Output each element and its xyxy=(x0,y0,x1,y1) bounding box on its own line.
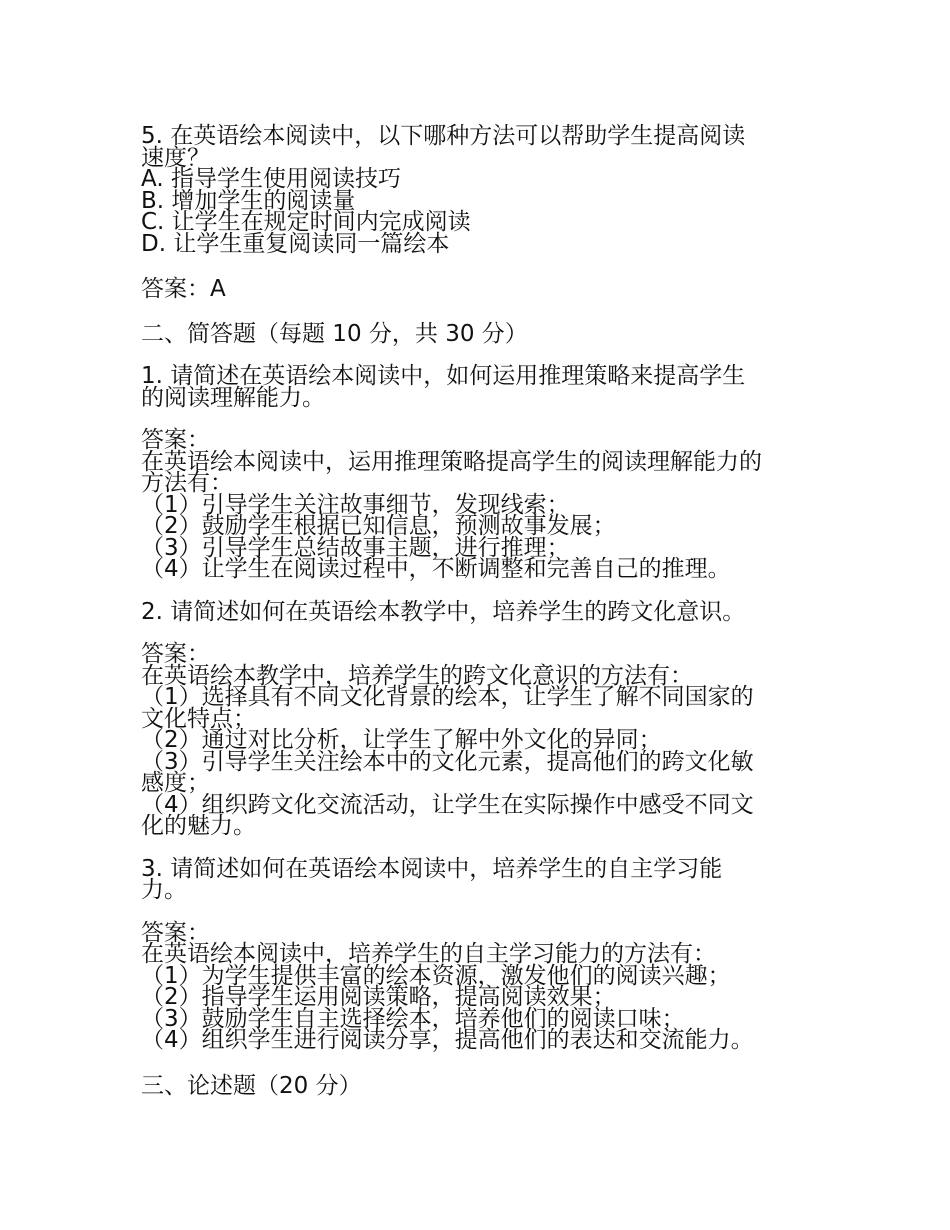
section-3-heading: 三、论述题（20 分） xyxy=(141,1072,362,1099)
answer-line: 在英语绘本阅读中，培养学生的自主学习能力的方法有： xyxy=(141,941,716,967)
short-answer-2-answer xyxy=(141,641,831,839)
question-line: 力。 xyxy=(141,877,187,903)
answer-line: 化的魅力。 xyxy=(141,813,256,839)
question-line: 1. 请简述在英语绘本阅读中，如何运用推理策略来提高学生 xyxy=(141,363,746,389)
answer-line: 答案： xyxy=(141,427,210,453)
answer-line: （1）选择具有不同文化背景的绘本，让学生了解不同国家的 xyxy=(141,684,754,710)
answer-line: （3）引导学生总结故事主题，进行推理； xyxy=(141,534,570,561)
option-a: A. 指导学生使用阅读技巧 xyxy=(141,166,401,192)
section-2-heading: 二、简答题（每题 10 分，共 30 分） xyxy=(141,321,528,347)
option-d: D. 让学生重复阅读同一篇绘本 xyxy=(141,230,450,257)
answer-line: 在英语绘本教学中，培养学生的跨文化意识的方法有： xyxy=(141,662,693,689)
answer-line: （1）为学生提供丰富的绘本资源，激发他们的阅读兴趣； xyxy=(141,962,731,989)
answer-line: 方法有： xyxy=(141,470,233,496)
question-line: 3. 请简述如何在英语绘本阅读中，培养学生的自主学习能 xyxy=(141,855,723,882)
answer-line: （2）通过对比分析，让学生了解中外文化的异同； xyxy=(141,727,662,753)
answer-line: （2）指导学生运用阅读策略，提高阅读效果； xyxy=(141,984,616,1010)
document-page xyxy=(141,123,831,1118)
question-5-stem-line-2: 速度？ xyxy=(141,144,210,171)
option-b: B. 增加学生的阅读量 xyxy=(141,187,356,214)
answer-line: 感度； xyxy=(141,770,210,796)
answer-line: （3）鼓励学生自主选择绘本，培养他们的阅读口味； xyxy=(141,1005,685,1032)
short-answer-3-question xyxy=(141,855,831,903)
answer-line: 文化特点； xyxy=(141,705,256,732)
answer-line: （2）鼓励学生根据已知信息，预测故事发展； xyxy=(141,513,616,539)
answer-line: （3）引导学生关注绘本中的文化元素，提高他们的跨文化敏 xyxy=(141,748,754,775)
answer-line: 在英语绘本阅读中，运用推理策略提高学生的阅读理解能力的 xyxy=(141,448,762,475)
question-5 xyxy=(141,123,831,257)
short-answer-2-question xyxy=(141,598,831,625)
question-5-answer: 答案：A xyxy=(141,276,226,302)
answer-line: 答案： xyxy=(141,919,210,946)
short-answer-1-answer xyxy=(141,427,831,582)
answer-line: （1）引导学生关注故事细节，发现线索； xyxy=(141,491,570,518)
answer-line: （4）组织学生进行阅读分享，提高他们的表达和交流能力。 xyxy=(141,1027,754,1053)
short-answer-1-question xyxy=(141,363,831,411)
option-c: C. 让学生在规定时间内完成阅读 xyxy=(141,209,471,235)
answer-line: 答案： xyxy=(141,641,210,667)
short-answer-3-answer xyxy=(141,919,831,1053)
question-line: 的阅读理解能力。 xyxy=(141,384,325,411)
answer-line: （4）组织跨文化交流活动，让学生在实际操作中感受不同文 xyxy=(141,791,754,818)
question-5-stem-line-1: 5. 在英语绘本阅读中，以下哪种方法可以帮助学生提高阅读 xyxy=(141,123,746,149)
question-line: 2. 请简述如何在英语绘本教学中，培养学生的跨文化意识。 xyxy=(141,598,746,625)
answer-line: （4）让学生在阅读过程中，不断调整和完善自己的推理。 xyxy=(141,556,731,582)
